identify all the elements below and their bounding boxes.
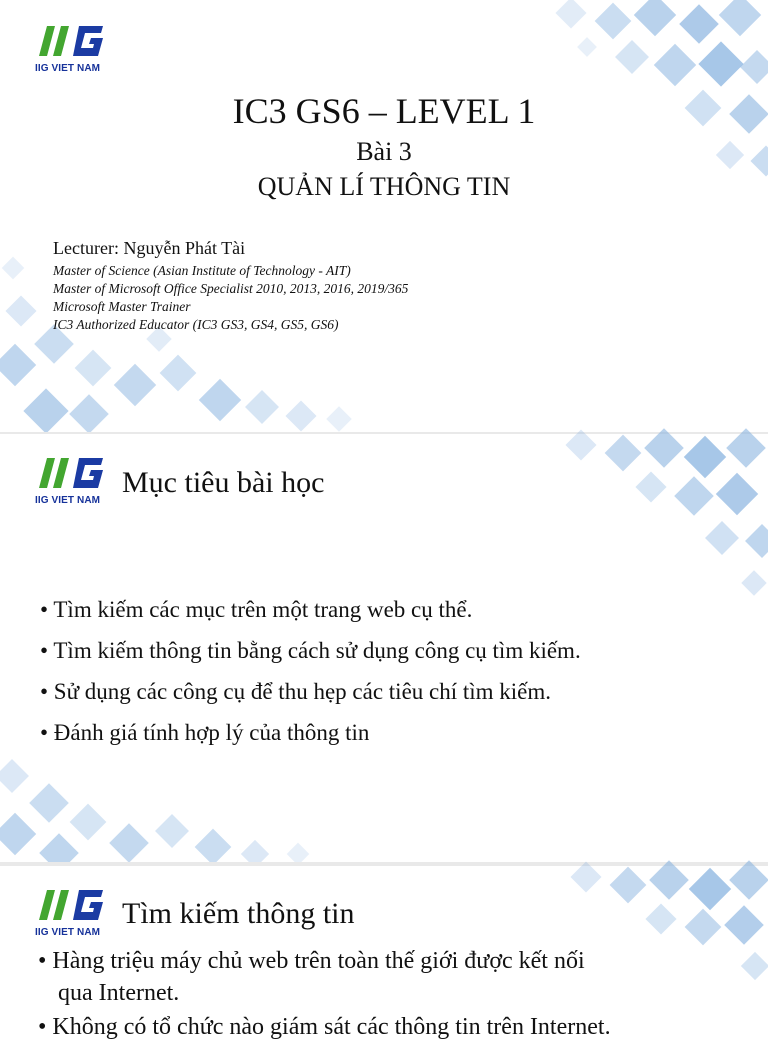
slide-title: Tìm kiếm thông tin (122, 897, 355, 930)
diamond-pattern-decoration (0, 0, 768, 432)
credential-line: Master of Science (Asian Institute of Technology - AIT) (53, 263, 351, 278)
list-item: • Tìm kiếm các mục trên một trang web cụ thể. (40, 597, 473, 622)
logo-wordmark: IIG VIET NAM (35, 927, 101, 938)
credential-line: Master of Microsoft Office Specialist 2010, 2013, 2016, 2019/365 (53, 281, 409, 296)
iig-logo-mark (35, 22, 107, 58)
slide-search-info[interactable] (0, 866, 768, 1040)
credential-line: IC3 Authorized Educator (IC3 GS3, GS4, GS5, GS6) (53, 317, 339, 332)
lecturer-name: Lecturer: Nguyễn Phát Tài (53, 238, 246, 258)
slide-main-title: IC3 GS6 – LEVEL 1 (232, 91, 536, 131)
lesson-number: Bài 3 (356, 137, 412, 166)
credential-line: Microsoft Master Trainer (53, 299, 191, 314)
slide-title: Mục tiêu bài học (122, 466, 325, 499)
iig-logo (35, 454, 107, 506)
slide-title[interactable] (0, 0, 768, 432)
lesson-topic: QUẢN LÍ THÔNG TIN (257, 172, 511, 201)
list-item-continuation: qua Internet. (58, 980, 180, 1006)
logo-wordmark: IIG VIET NAM (35, 495, 101, 506)
slide-objectives[interactable] (0, 434, 768, 862)
list-item: • Không có tổ chức nào giám sát các thông tin trên Internet. (38, 1014, 611, 1040)
list-item: • Sử dụng các công cụ để thu hẹp các tiêu chí tìm kiếm. (40, 679, 552, 704)
iig-logo (35, 886, 107, 938)
iig-logo-mark (35, 886, 107, 922)
list-item: • Tìm kiếm thông tin bằng cách sử dụng công cụ tìm kiếm. (40, 638, 581, 663)
iig-logo-mark (35, 454, 107, 490)
list-item: • Đánh giá tính hợp lý của thông tin (40, 720, 370, 745)
iig-logo (35, 22, 107, 74)
list-item: • Hàng triệu máy chủ web trên toàn thế giới được kết nối (38, 948, 585, 974)
logo-wordmark: IIG VIET NAM (35, 63, 101, 74)
